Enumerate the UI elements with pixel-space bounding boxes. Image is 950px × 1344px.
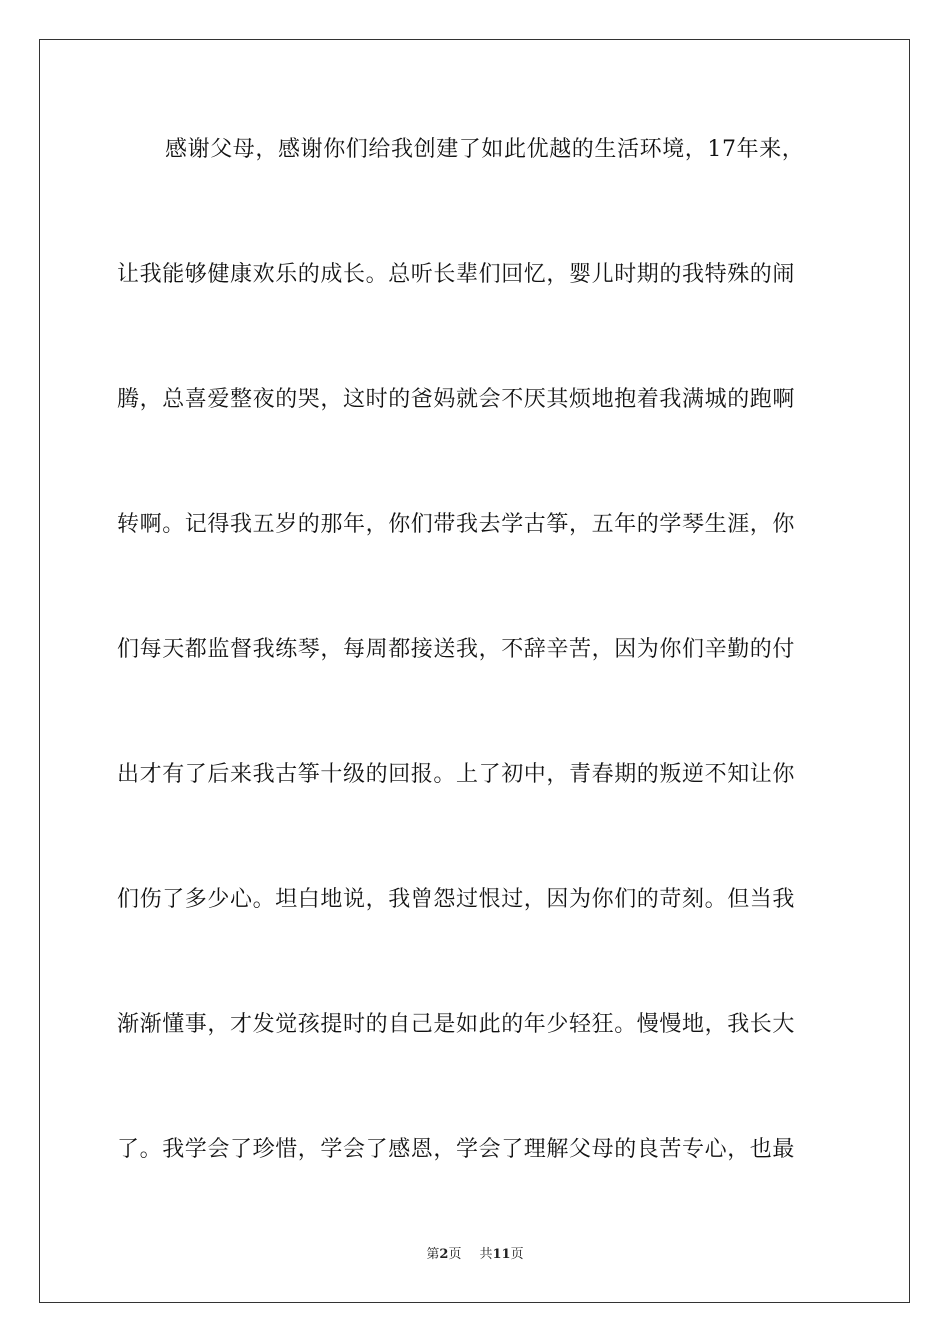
page-border — [39, 39, 910, 1303]
page-number: 2 — [439, 1247, 449, 1262]
total-pages-prefix: 共 — [479, 1247, 493, 1262]
paragraph-line: 渐渐懂事，才发觉孩提时的自己是如此的年少轻狂。慢慢地，我长大 — [117, 1012, 796, 1037]
paragraph-line: 了。我学会了珍惜，学会了感恩，学会了理解父母的良苦专心，也最 — [117, 1137, 796, 1162]
total-pages: 11 — [492, 1247, 511, 1262]
paragraph-line: 感谢父母，感谢你们给我创建了如此优越的生活环境，17年来， — [165, 137, 805, 162]
total-pages-suffix: 页 — [510, 1247, 524, 1262]
page-number-prefix: 第 — [426, 1247, 440, 1262]
paragraph-line: 让我能够健康欢乐的成长。总听长辈们回忆，婴儿时期的我特殊的闹 — [117, 262, 796, 287]
paragraph-line: 腾，总喜爱整夜的哭，这时的爸妈就会不厌其烦地抱着我满城的跑啊 — [117, 387, 796, 412]
page-footer — [0, 1246, 950, 1264]
paragraph-line: 转啊。记得我五岁的那年，你们带我去学古筝，五年的学琴生涯，你 — [117, 512, 796, 537]
paragraph-line: 们每天都监督我练琴，每周都接送我，不辞辛苦，因为你们辛勤的付 — [117, 637, 796, 662]
page-number-suffix: 页 — [448, 1247, 462, 1262]
paragraph-line: 们伤了多少心。坦白地说，我曾怨过恨过，因为你们的苛刻。但当我 — [117, 887, 796, 912]
paragraph-line: 出才有了后来我古筝十级的回报。上了初中，青春期的叛逆不知让你 — [117, 762, 796, 787]
